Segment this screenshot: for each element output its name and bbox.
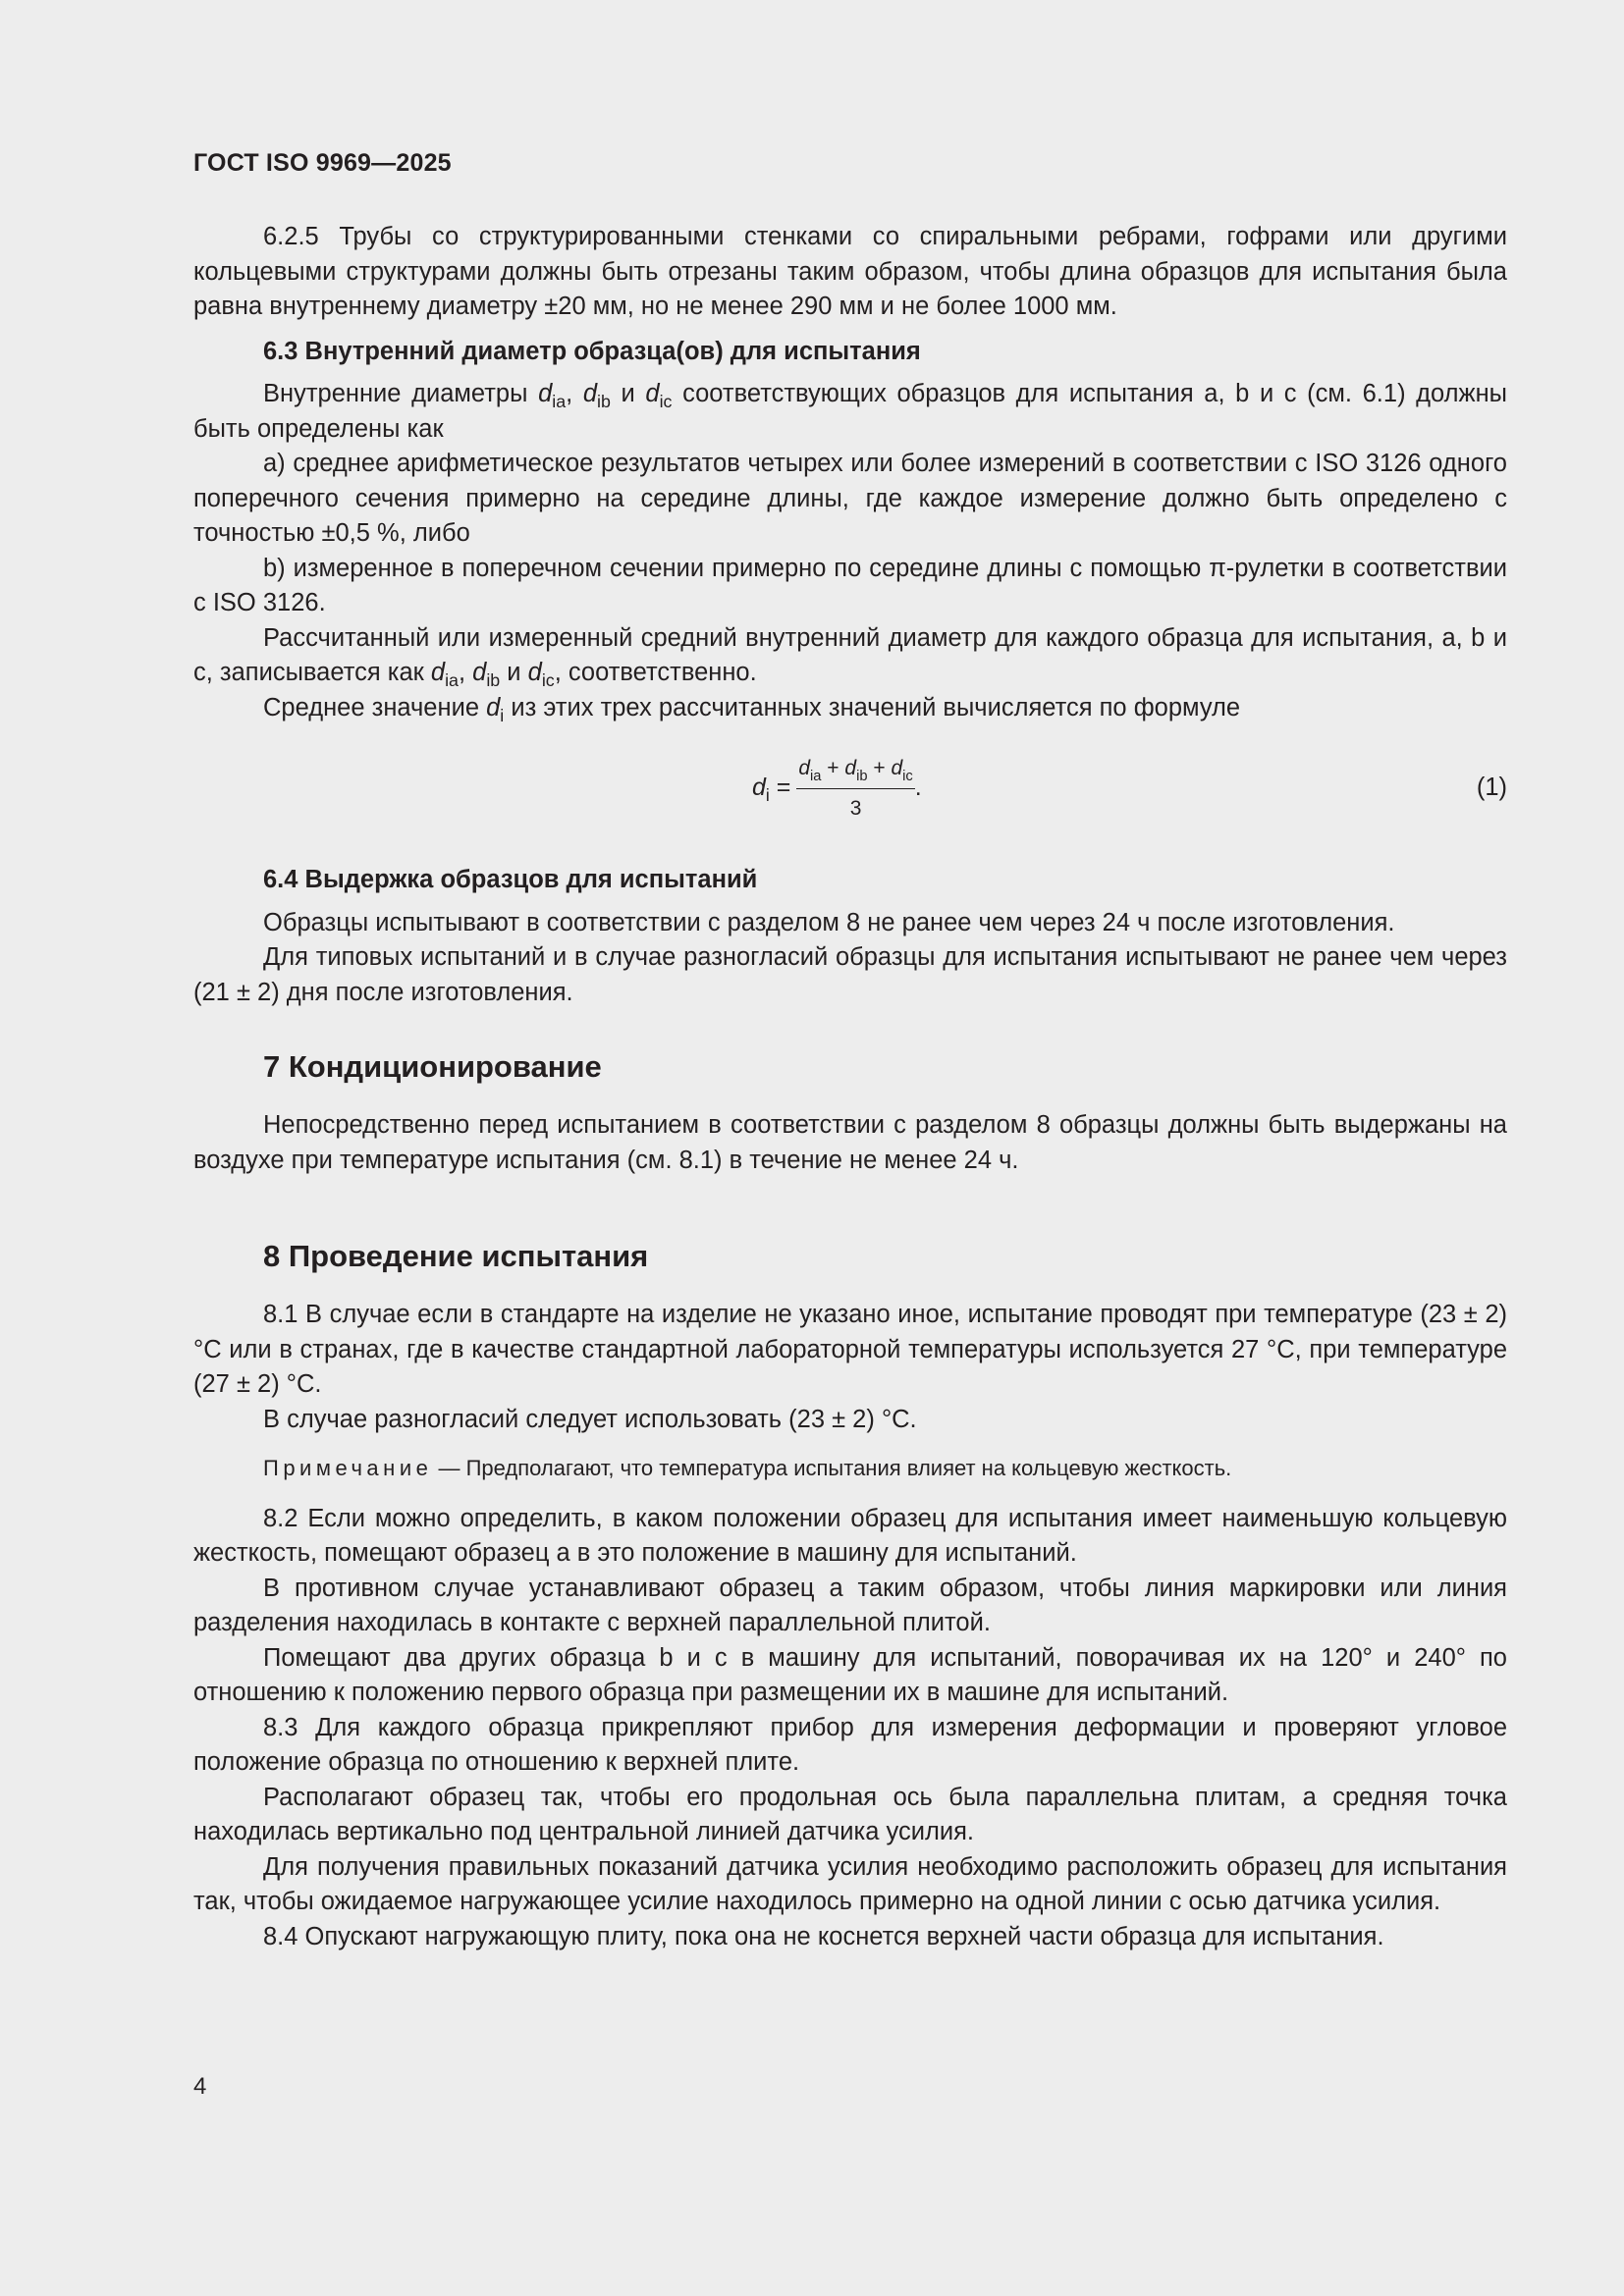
paragraph-6-3-intro: Внутренние диаметры $d_{ia}$, $d_{ib}$ и $d_{ic}$ соответствующих образцов для испытания a, b и c (см. 6.1) должны быть определены как: [193, 380, 1508, 443]
paragraph-8-2: 8.2 Если можно определить, в каком положении образец для испытания имеет наименьшую кольцевую жесткость, помещают образец a в это положение в машину для испытаний.: [193, 1504, 1507, 1567]
note-text: — Предполагают, что температура испытания влияет на кольцевую жесткость.: [432, 1456, 1232, 1480]
paragraph-8-1: 8.1 В случае если в стандарте на изделие не указано иное, испытание проводят при температуре (23 ± 2) °С или в странах, где в качестве стандартной лабораторной температуры используется 27 °С, при температуре (27 ± 2) °С.: [193, 1301, 1507, 1398]
document-code: ГОСТ ISO 9969—2025: [193, 149, 452, 177]
section-6-3-title: 6.3 Внутренний диаметр образца(ов) для испытания: [263, 337, 921, 365]
formula-1: [193, 725, 1507, 853]
formula-numerator: $d_{ia} + d_{ib} + d_{ic}$: [796, 751, 914, 789]
page-number: 4: [193, 2073, 207, 2100]
section-8-title: 8 Проведение испытания: [263, 1239, 649, 1273]
formula-fraction: [796, 751, 914, 826]
paragraph-8-2-c: Помещают два других образца b и c в машину для испытаний, поворачивая их на 120° и 240° по отношению к положению первого образца при размещении их в машине для испытаний.: [193, 1643, 1507, 1706]
paragraph-6-4-2: Для типовых испытаний и в случае разногласий образцы для испытания испытывают не ранее чем через (21 ± 2) дня после изготовления.: [193, 943, 1507, 1006]
paragraph-8-3-b: Располагают образец так, чтобы его продольная ось была параллельна плитам, а средняя точка находилась вертикально под центральной линией датчика усилия.: [193, 1783, 1507, 1845]
paragraph-8-3-c: Для получения правильных показаний датчика усилия необходимо расположить образец для испытания так, чтобы ожидаемое нагружающее усилие находилось примерно на одной линии с осью датчика усилия.: [193, 1852, 1507, 1915]
note-label: Примечание: [263, 1456, 433, 1480]
formula-number: (1): [1476, 774, 1507, 801]
list-item-b: b) измеренное в поперечном сечении примерно по середине длины с помощью π-рулетки в соответствии с ISO 3126.: [193, 554, 1507, 616]
paragraph-7-1: Непосредственно перед испытанием в соответствии с разделом 8 образцы должны быть выдержаны на воздухе при температуре испытания (см. 8.1) в течение не менее 24 ч.: [193, 1111, 1507, 1174]
page-content: [193, 220, 1507, 1954]
formula-denominator: 3: [849, 796, 862, 820]
paragraph-8-1-b: В случае разногласий следует использовать (23 ± 2) °С.: [263, 1405, 917, 1433]
paragraph-6-2-5: 6.2.5 Трубы со структурированными стенками со спиральными ребрами, гофрами или другими кольцевыми структурами должны быть отрезаны таким образом, чтобы длина образцов для испытания была равна внутреннему диаметру ±20 мм, но не менее 290 мм и не более 1000 мм.: [193, 223, 1507, 320]
note: [193, 1451, 1507, 1486]
paragraph-6-3-calc: Рассчитанный или измеренный средний внутренний диаметр для каждого образца для испытания, a, b и c, записывается как $d_{ia}$, $d_{ib}$ и $d_{ic}$, соответственно.: [193, 623, 1507, 690]
list-item-a: a) среднее арифметическое результатов четырех или более измерений в соответствии с ISO 3126 одного поперечного сечения примерно на середине длины, где каждое измерение должно быть определено с точностью ±0,5 %, либо: [193, 450, 1507, 547]
paragraph-8-2-b: В противном случае устанавливают образец a таким образом, чтобы линия маркировки или линия разделения находилась в контакте с верхней параллельной плитой.: [193, 1574, 1507, 1636]
paragraph-6-3-mean: Среднее значение $d_i$ из этих трех рассчитанных значений вычисляется по формуле: [263, 693, 1241, 725]
paragraph-6-4-1: Образцы испытывают в соответствии с разделом 8 не ранее чем через 24 ч после изготовления.: [263, 908, 1395, 936]
section-7-title: 7 Кондиционирование: [263, 1049, 602, 1084]
paragraph-8-3: 8.3 Для каждого образца прикрепляют прибор для измерения деформации и проверяют угловое положение образца по отношению к верхней плите.: [193, 1713, 1507, 1776]
section-6-4-title: 6.4 Выдержка образцов для испытаний: [263, 866, 758, 893]
paragraph-8-4: 8.4 Опускают нагружающую плиту, пока она не коснется верхней части образца для испытания.: [263, 1922, 1384, 1950]
formula-expression: $d_i$ = $\frac{d_{ia} + d_{ib} + d_{ic}}{3}$ .: [752, 751, 922, 826]
